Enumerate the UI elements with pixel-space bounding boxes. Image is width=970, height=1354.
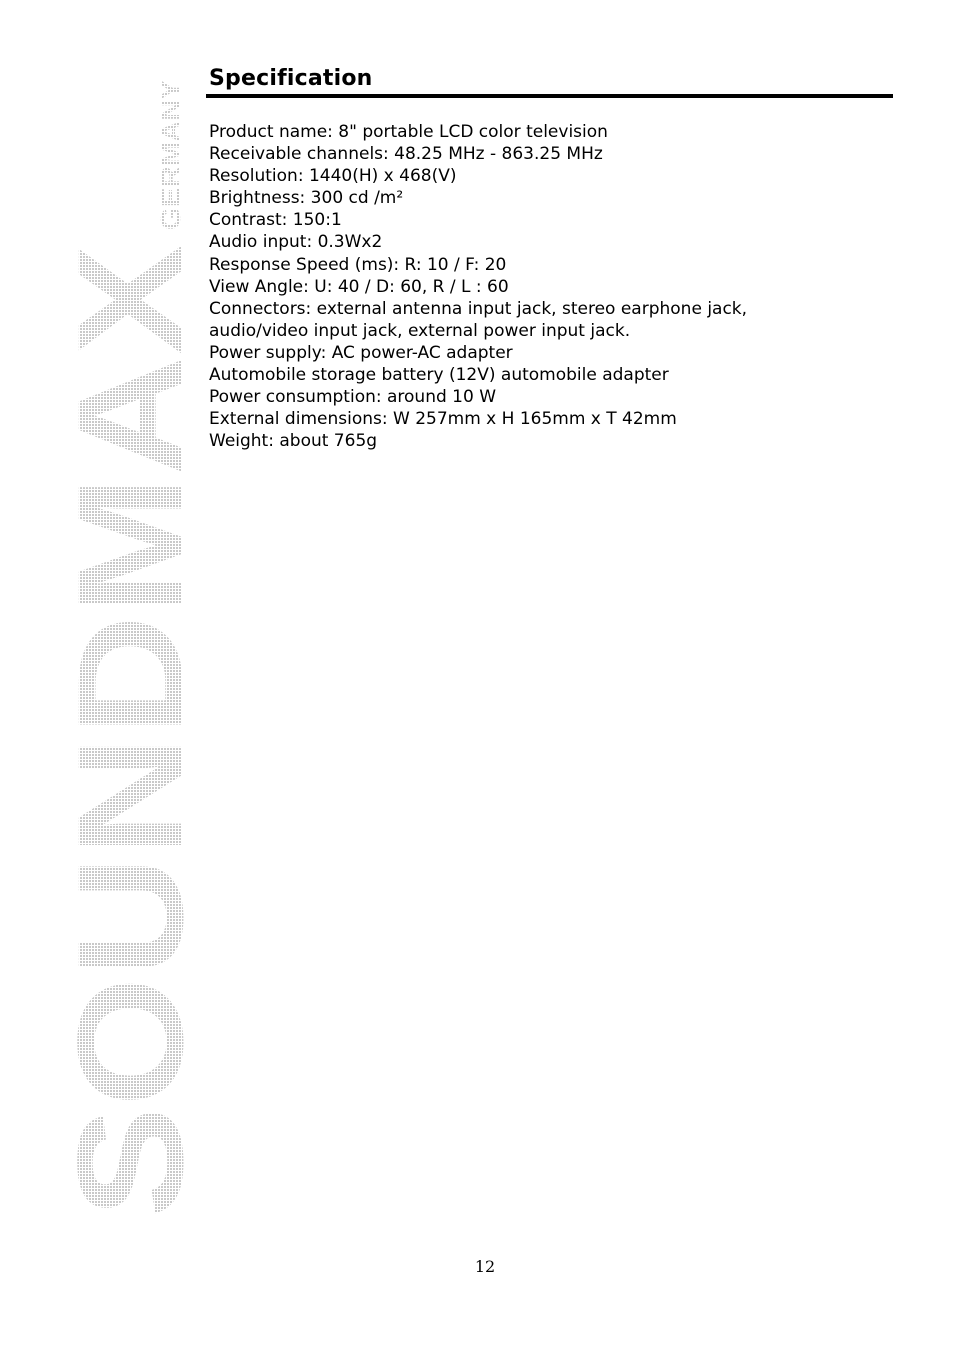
spec-line: Product name: 8" portable LCD color television [209,122,608,142]
spec-line: audio/video input jack, external power input jack. [209,320,631,341]
spec-line: Contrast: 150:1 [209,210,342,231]
specification-list [209,121,747,452]
spec-line: Connectors: external antenna input jack, stereo earphone jack, [209,298,748,319]
brand-name: SOUNDMAX [46,342,214,1218]
spec-line: Power supply: AC power-AC adapter [209,342,513,363]
spec-line: Resolution: 1440(H) x 468(V) [209,166,457,187]
page-title: Specification [209,66,373,91]
spec-line: Audio input: 0.3Wx2 [209,232,383,253]
brand-logo-watermark [46,70,214,1220]
page-number: 12 [474,1257,496,1276]
spec-line: Power consumption: around 10 W [209,387,497,408]
spec-line: External dimensions: W 257mm x H 165mm x T 42mm [209,409,677,430]
title-divider [206,94,893,98]
spec-line: Brightness: 300 cd /m² [209,188,404,209]
brand-tagline: GERMANY [155,86,186,230]
spec-line: Response Speed (ms): R: 10 / F: 20 [209,254,507,275]
soundmax-logo-icon [46,70,214,1220]
spec-line: Automobile storage battery (12V) automobile adapter [209,365,669,386]
spec-line: Weight: about 765g [209,431,378,452]
spec-line: Receivable channels: 48.25 MHz - 863.25 MHz [209,144,603,165]
spec-line: View Angle: U: 40 / D: 60, R / L : 60 [209,276,509,297]
